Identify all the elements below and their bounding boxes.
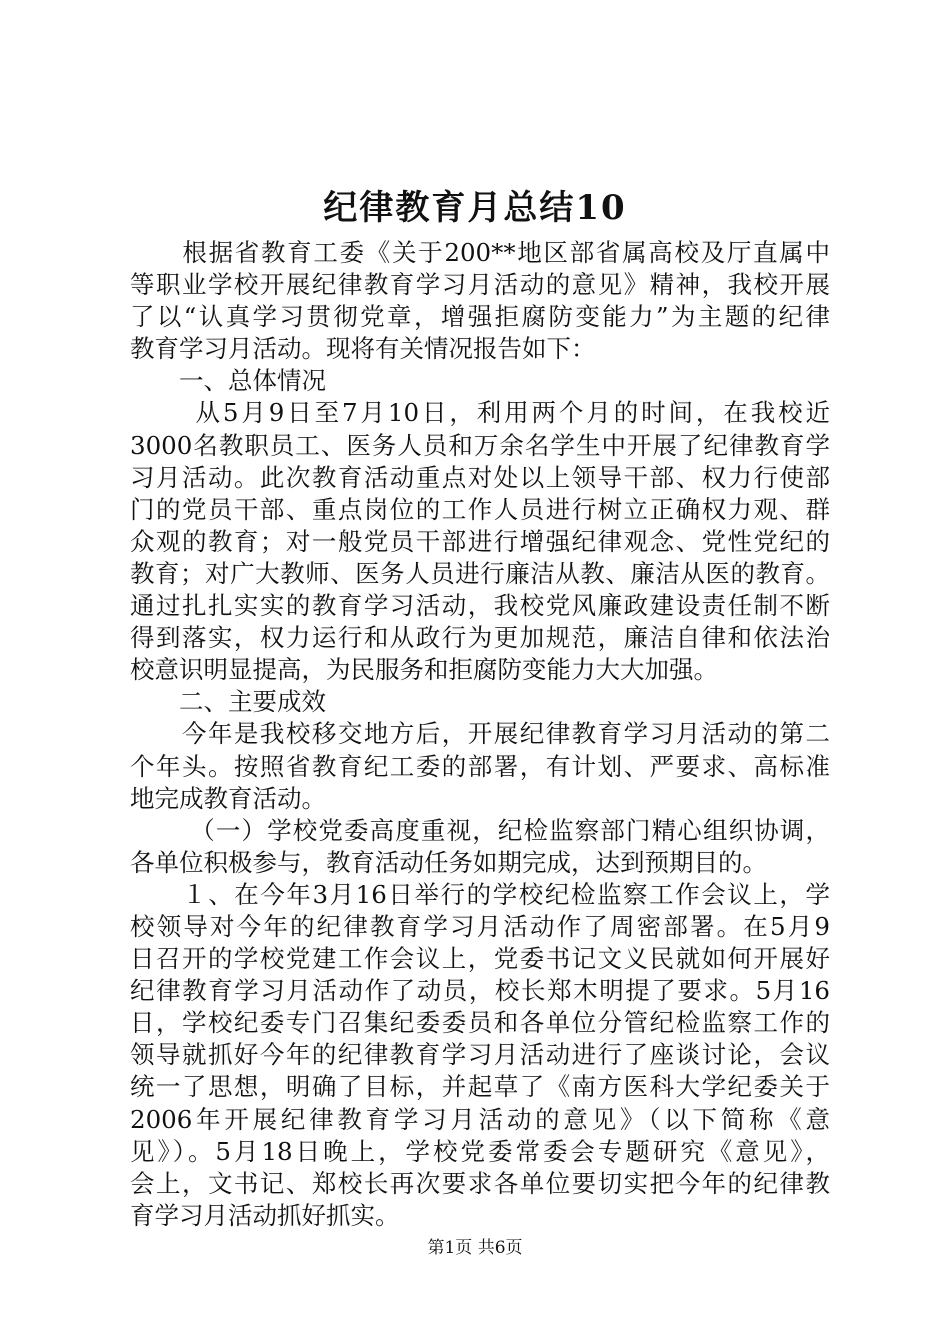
body-line: 门的党员干部、重点岗位的工作人员进行树立正确权力观、群 xyxy=(130,494,830,524)
body-line: 日召开的学校党建工作会议上，党委书记文义民就如何开展好 xyxy=(130,944,830,974)
body-line: 地完成教育活动。 xyxy=(130,783,326,813)
document-body xyxy=(130,237,830,1232)
body-line: 根据省教育工委《关于200**地区部省属高校及厅直属中 xyxy=(130,238,830,267)
body-line: 个年头。按照省教育纪工委的部署，有计划、严要求、高标准 xyxy=(130,751,830,781)
body-line: 校领导对今年的纪律教育学习月活动作了周密部署。在5月9 xyxy=(130,911,830,941)
body-line: 统一了思想，明确了目标，并起草了《南方医科大学纪委关于 xyxy=(130,1072,830,1102)
body-line: 教育；对广大教师、医务人员进行廉洁从教、廉洁从医的教育。 xyxy=(130,558,830,588)
body-line: 教育学习月活动。现将有关情况报告如下： xyxy=(130,334,596,364)
document-title: 纪律教育月总结10 xyxy=(323,188,627,228)
body-line: 得到落实，权力运行和从政行为更加规范，廉洁自律和依法治 xyxy=(130,623,830,653)
body-line: １、在今年3月16日举行的学校纪检监察工作会议上，学 xyxy=(130,879,830,909)
body-line: 纪律教育学习月活动作了动员，校长郑木明提了要求。5月16 xyxy=(130,976,830,1006)
body-line: 各单位积极参与，教育活动任务如期完成，达到预期目的。 xyxy=(130,847,767,877)
body-line: 一、总体情况 xyxy=(130,366,326,396)
body-line: 通过扎扎实实的教育学习活动，我校党风廉政建设责任制不断 xyxy=(130,591,830,621)
body-line: 2006年开展纪律教育学习月活动的意见》（以下简称《意 xyxy=(130,1104,830,1134)
body-line: 见》）。5月18日晚上，学校党委常委会专题研究《意见》， xyxy=(130,1136,830,1166)
body-line: 领导就抓好今年的纪律教育学习月活动进行了座谈讨论，会议 xyxy=(130,1040,830,1070)
page-footer: 第1页 共6页 xyxy=(427,1238,523,1258)
body-line: 从5月9日至7月10日，利用两个月的时间，在我校近 xyxy=(130,398,830,428)
body-line: 今年是我校移交地方后，开展纪律教育学习月活动的第二 xyxy=(130,719,830,749)
body-line: 了以“认真学习贯彻党章，增强拒腐防变能力”为主题的纪律 xyxy=(130,302,830,332)
body-line: （一）学校党委高度重视，纪检监察部门精心组织协调， xyxy=(130,815,830,845)
body-line: 日，学校纪委专门召集纪委委员和各单位分管纪检监察工作的 xyxy=(130,1008,830,1038)
body-line: 会上，文书记、郑校长再次要求各单位要切实把今年的纪律教 xyxy=(130,1168,830,1198)
body-line: 育学习月活动抓好抓实。 xyxy=(130,1200,400,1230)
body-line: 习月活动。此次教育活动重点对处以上领导干部、权力行使部 xyxy=(130,462,830,492)
body-line: 众观的教育；对一般党员干部进行增强纪律观念、党性党纪的 xyxy=(130,526,830,556)
body-line: 等职业学校开展纪律教育学习月活动的意见》精神，我校开展 xyxy=(130,270,830,300)
body-line: 校意识明显提高，为民服务和拒腐防变能力大大加强。 xyxy=(130,655,718,685)
body-line: 3000名教职员工、医务人员和万余名学生中开展了纪律教育学 xyxy=(130,430,830,460)
body-line: 二、主要成效 xyxy=(130,687,326,717)
